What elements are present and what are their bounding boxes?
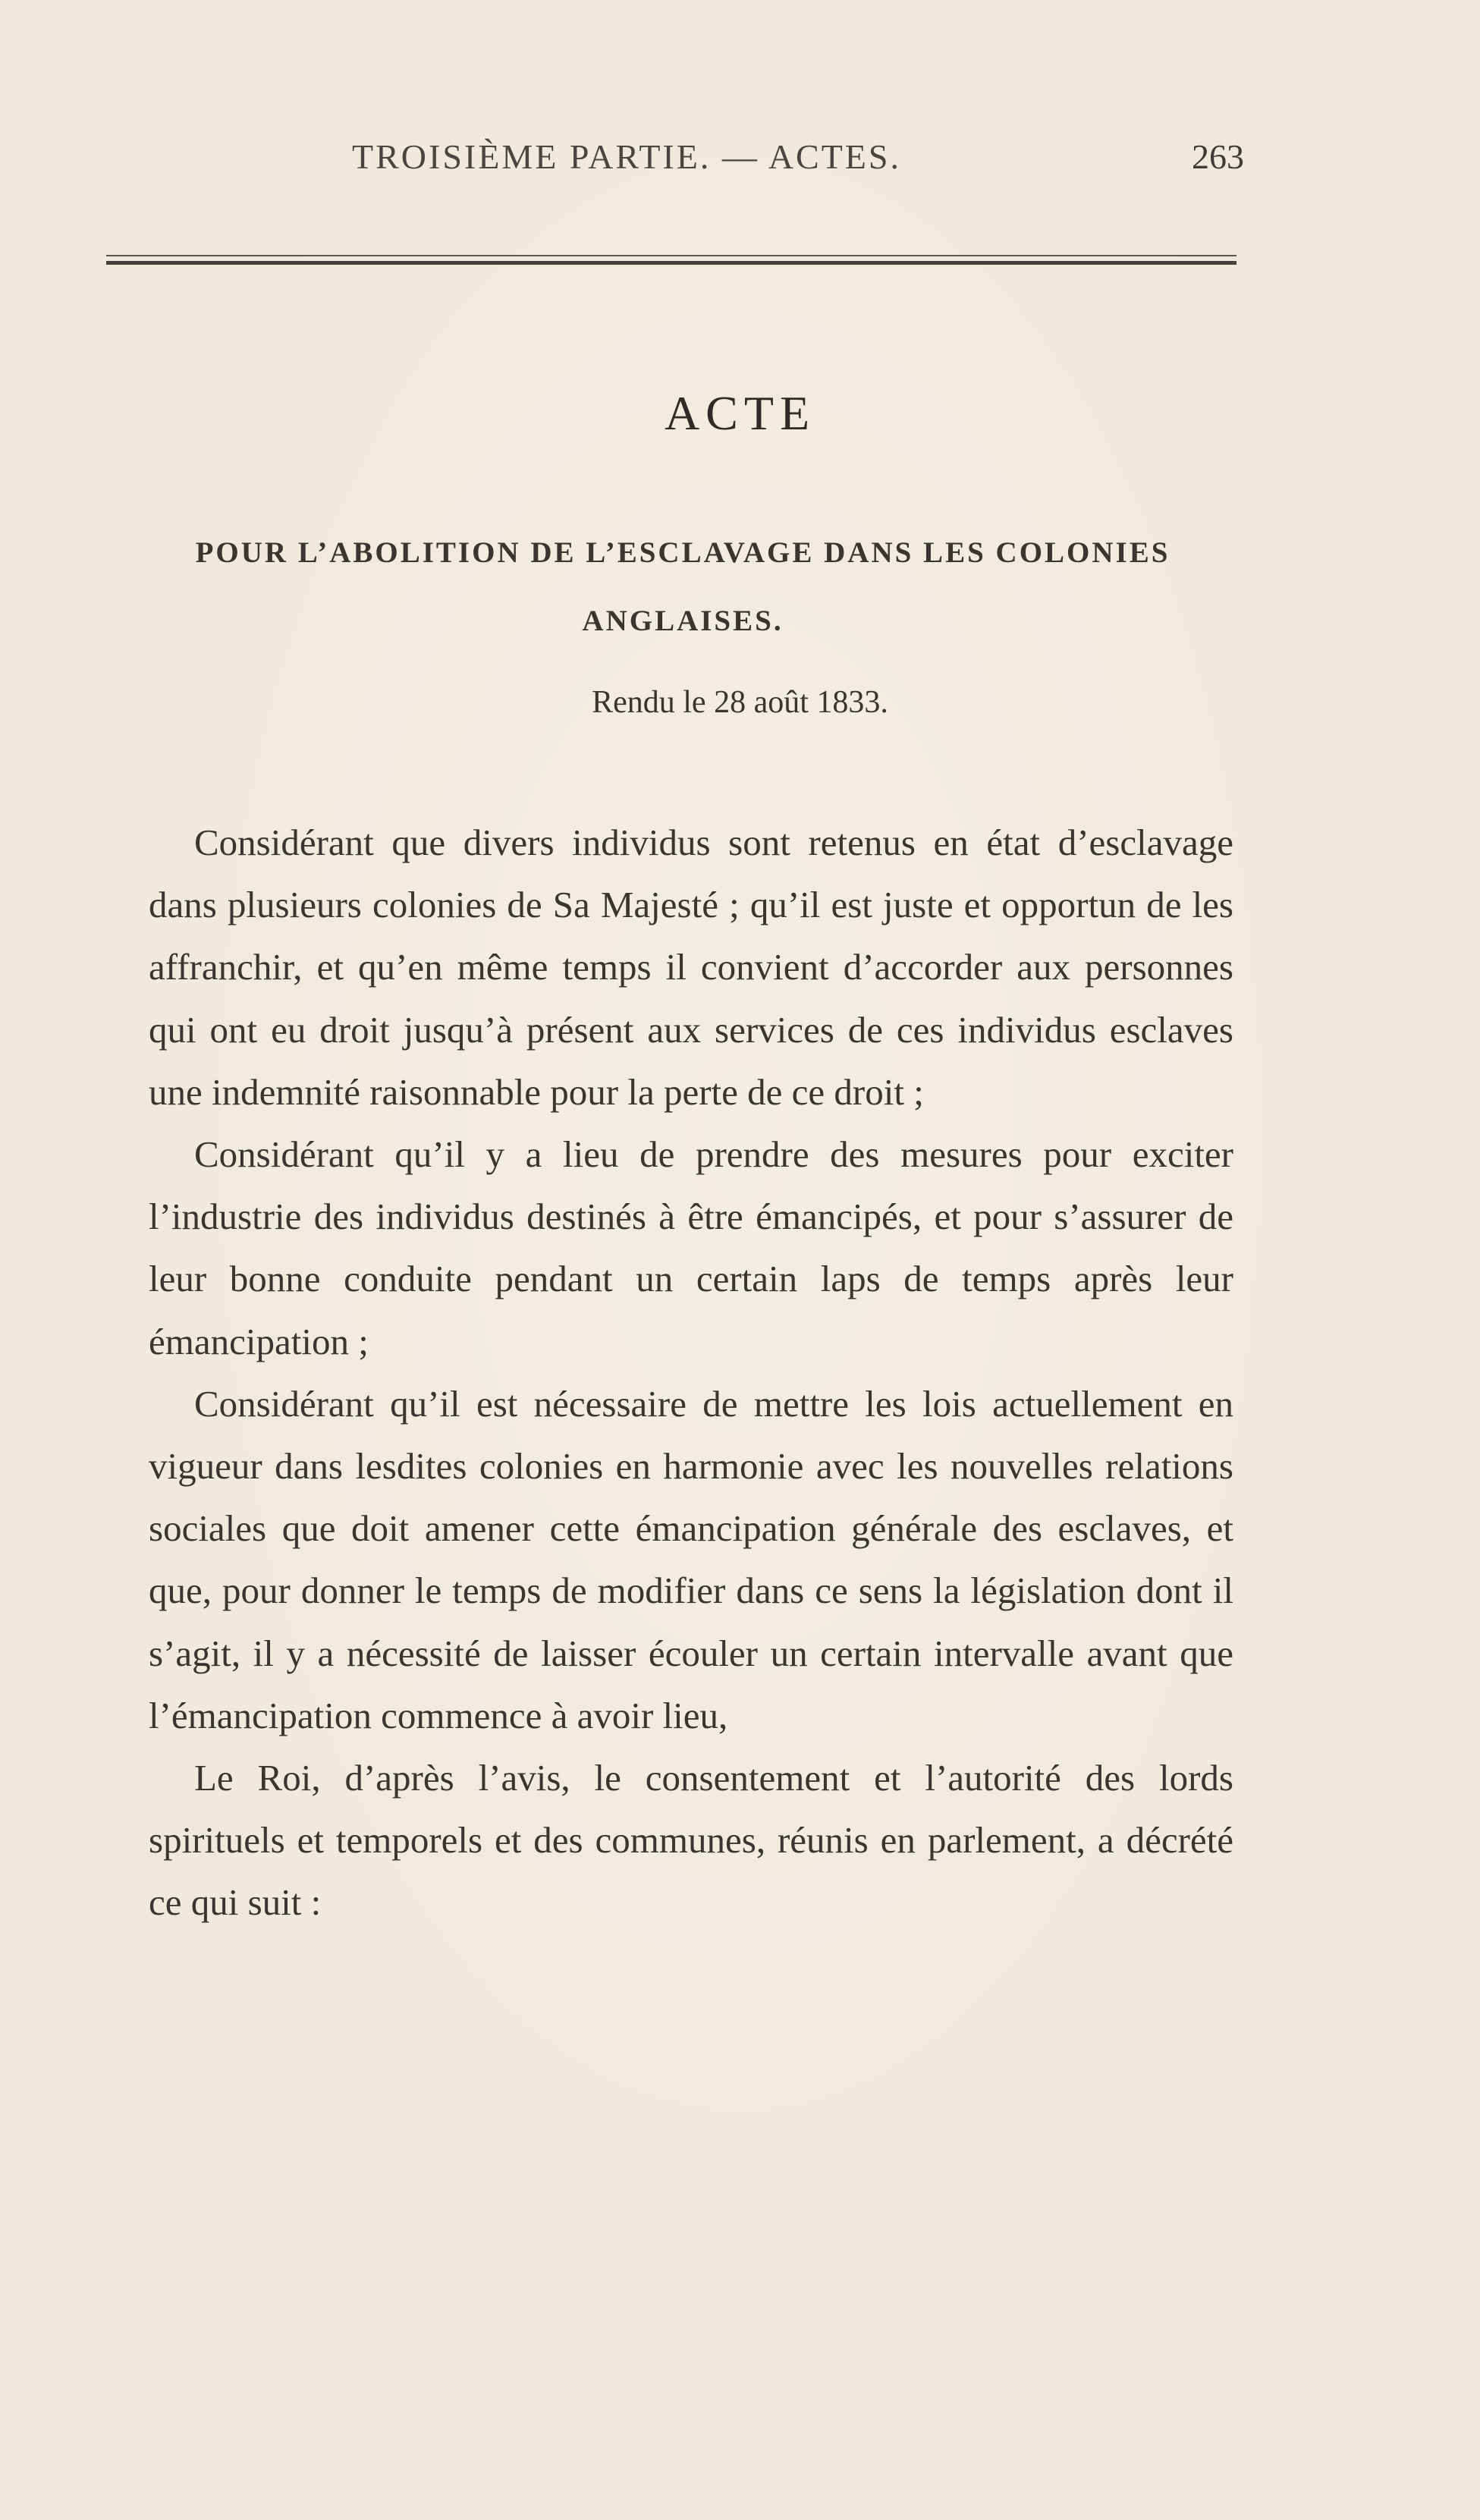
act-body <box>149 812 1233 1934</box>
act-date: Rendu le 28 août 1833. <box>592 685 888 720</box>
running-head <box>106 137 1244 190</box>
act-subtitle: POUR L’ABOLITION DE L’ESCLAVAGE DANS LES COLONIES ANGLAISES. <box>195 536 1170 637</box>
paragraph: Le Roi, d’après l’avis, le consentement et l’autorité des lords spirituels et temporels et des communes, réunis en parlement, a décrété ce qui suit : <box>149 1757 1233 1924</box>
paragraph: Considérant qu’il y a lieu de prendre des mesures pour exciter l’industrie des individus destinés à être émancipés, et pour s’assurer de leur bonne conduite pendant un certain laps de temps après leur émancipation ; <box>149 1133 1233 1362</box>
paragraph: Considérant que divers individus sont retenus en état d’esclavage dans plusieurs colonies de Sa Majesté ; qu’il est juste et opportun de les affranchir, et qu’en même temps il convient d’accorder aux personnes qui ont eu droit jusqu’à présent aux services de ces individus esclaves une indemnité raisonnable pour la perte de ce droit ; <box>149 822 1233 1113</box>
header-rule-thin <box>106 255 1236 256</box>
act-title: ACTE <box>664 386 816 440</box>
page-number: 263 <box>1192 137 1244 176</box>
running-title: TROISIÈME PARTIE. — ACTES. <box>352 137 901 176</box>
header-rule-thick <box>106 261 1236 265</box>
paragraph: Considérant qu’il est nécessaire de mettre les lois actuellement en vigueur dans lesdites colonies en harmonie avec les nouvelles relations sociales que doit amener cette émancipation générale des esclaves, et que, pour donner le temps de modifier dans ce sens la législation dont il s’agit, il y a nécessité de laisser écouler un certain intervalle avant que l’émancipation commence à avoir lieu, <box>149 1382 1233 1736</box>
